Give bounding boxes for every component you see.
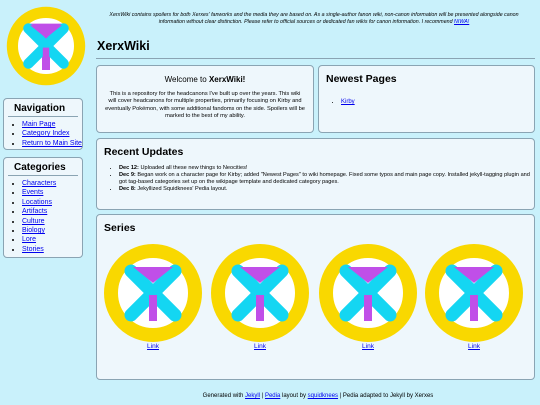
newest-page-kirby-link[interactable]: Kirby <box>341 99 355 105</box>
category-stories-link[interactable]: Stories <box>22 245 44 253</box>
footer-text: Generated with <box>202 393 246 399</box>
categories-panel <box>3 157 83 258</box>
welcome-panel <box>96 65 314 133</box>
title-divider <box>96 58 535 59</box>
x-ring-logo-icon[interactable] <box>318 243 418 343</box>
navigation-panel <box>3 98 83 150</box>
update-item <box>119 172 534 186</box>
nav-category-index-link[interactable]: Category Index <box>22 130 70 138</box>
category-lore-link[interactable]: Lore <box>22 236 37 244</box>
navigation-heading: Navigation <box>8 99 78 117</box>
footer-separator: | <box>260 393 265 399</box>
update-text: Uploaded all these new things to Neocities! <box>138 165 248 171</box>
update-item <box>119 186 534 193</box>
squidknees-link[interactable]: squidknees <box>307 393 339 399</box>
category-events-link[interactable]: Events <box>22 189 44 197</box>
welcome-heading <box>97 75 313 84</box>
update-text: Began work on a character page for Kirby; added "Newest Pages" to wiki homepage. Fixed some typos and main page copy. Installed jekyll-tagging plugin and got tag-based categories set up on the wikipage template and dedicated category pages. <box>119 172 530 185</box>
series-item <box>210 243 310 350</box>
footer-text: | Pedia adapted to Jekyll by Xerxes <box>338 393 434 399</box>
series-item <box>318 243 418 350</box>
series-link[interactable]: Link <box>147 343 159 350</box>
category-locations-link[interactable]: Locations <box>22 198 52 206</box>
category-artifacts-link[interactable]: Artifacts <box>22 208 48 216</box>
nav-main-page-link[interactable]: Main Page <box>22 121 56 128</box>
category-culture-link[interactable]: Culture <box>22 217 45 225</box>
update-item <box>119 165 534 172</box>
newest-pages-heading: Newest Pages <box>326 73 397 85</box>
welcome-heading-prefix: Welcome to <box>164 75 209 84</box>
series-panel <box>96 214 535 380</box>
series-link[interactable]: Link <box>362 343 374 350</box>
newest-pages-panel <box>318 65 535 133</box>
footer-text: layout by <box>280 393 308 399</box>
page-title: XerxWiki <box>97 39 150 53</box>
niwa-link[interactable]: NIWA! <box>454 19 470 25</box>
x-ring-logo-icon[interactable] <box>6 6 86 86</box>
x-ring-logo-icon[interactable] <box>210 243 310 343</box>
pedia-link[interactable]: Pedia <box>264 393 281 399</box>
welcome-heading-name: XerxWiki! <box>208 75 246 84</box>
categories-heading: Categories <box>8 158 78 176</box>
series-item <box>424 243 524 350</box>
category-characters-link[interactable]: Characters <box>22 180 57 187</box>
disclaimer-text: XerxWiki contains spoilers for both Xerxes' fanworks and the media they are based on. As a single-author fanon wiki, non-canon information will be presented alongside canon information without clear distinction. Please refer to official sources or dedicated fan wikis for canon information. I recommend <box>109 12 519 25</box>
spoiler-disclaimer <box>96 12 532 26</box>
nav-return-main-site-link[interactable]: Return to Main Site <box>22 139 82 147</box>
recent-updates-heading: Recent Updates <box>104 146 184 158</box>
welcome-text: This is a repository for the headcanons I've built up over the years. This wiki will cover headcanons for multiple properties, primarily focusing on Kirby and eventually Pokémon, with some additional fandoms on the side. Spoilers will be marked to the best of my ability. <box>105 91 305 120</box>
series-heading: Series <box>104 222 136 234</box>
footer <box>96 393 540 399</box>
series-link[interactable]: Link <box>468 343 480 350</box>
category-biology-link[interactable]: Biology <box>22 227 45 235</box>
recent-updates-panel <box>96 138 535 210</box>
update-date: Dec 8: <box>119 186 136 192</box>
x-ring-logo-icon[interactable] <box>103 243 203 343</box>
x-ring-logo-icon[interactable] <box>424 243 524 343</box>
jekyll-link[interactable]: Jekyll <box>245 393 261 399</box>
update-text: Jekyllized Squidknees' Pedia layout. <box>135 186 228 192</box>
update-date: Dec 12: <box>119 165 139 171</box>
update-date: Dec 9: <box>119 172 136 178</box>
series-link[interactable]: Link <box>254 343 266 350</box>
series-item <box>103 243 203 350</box>
